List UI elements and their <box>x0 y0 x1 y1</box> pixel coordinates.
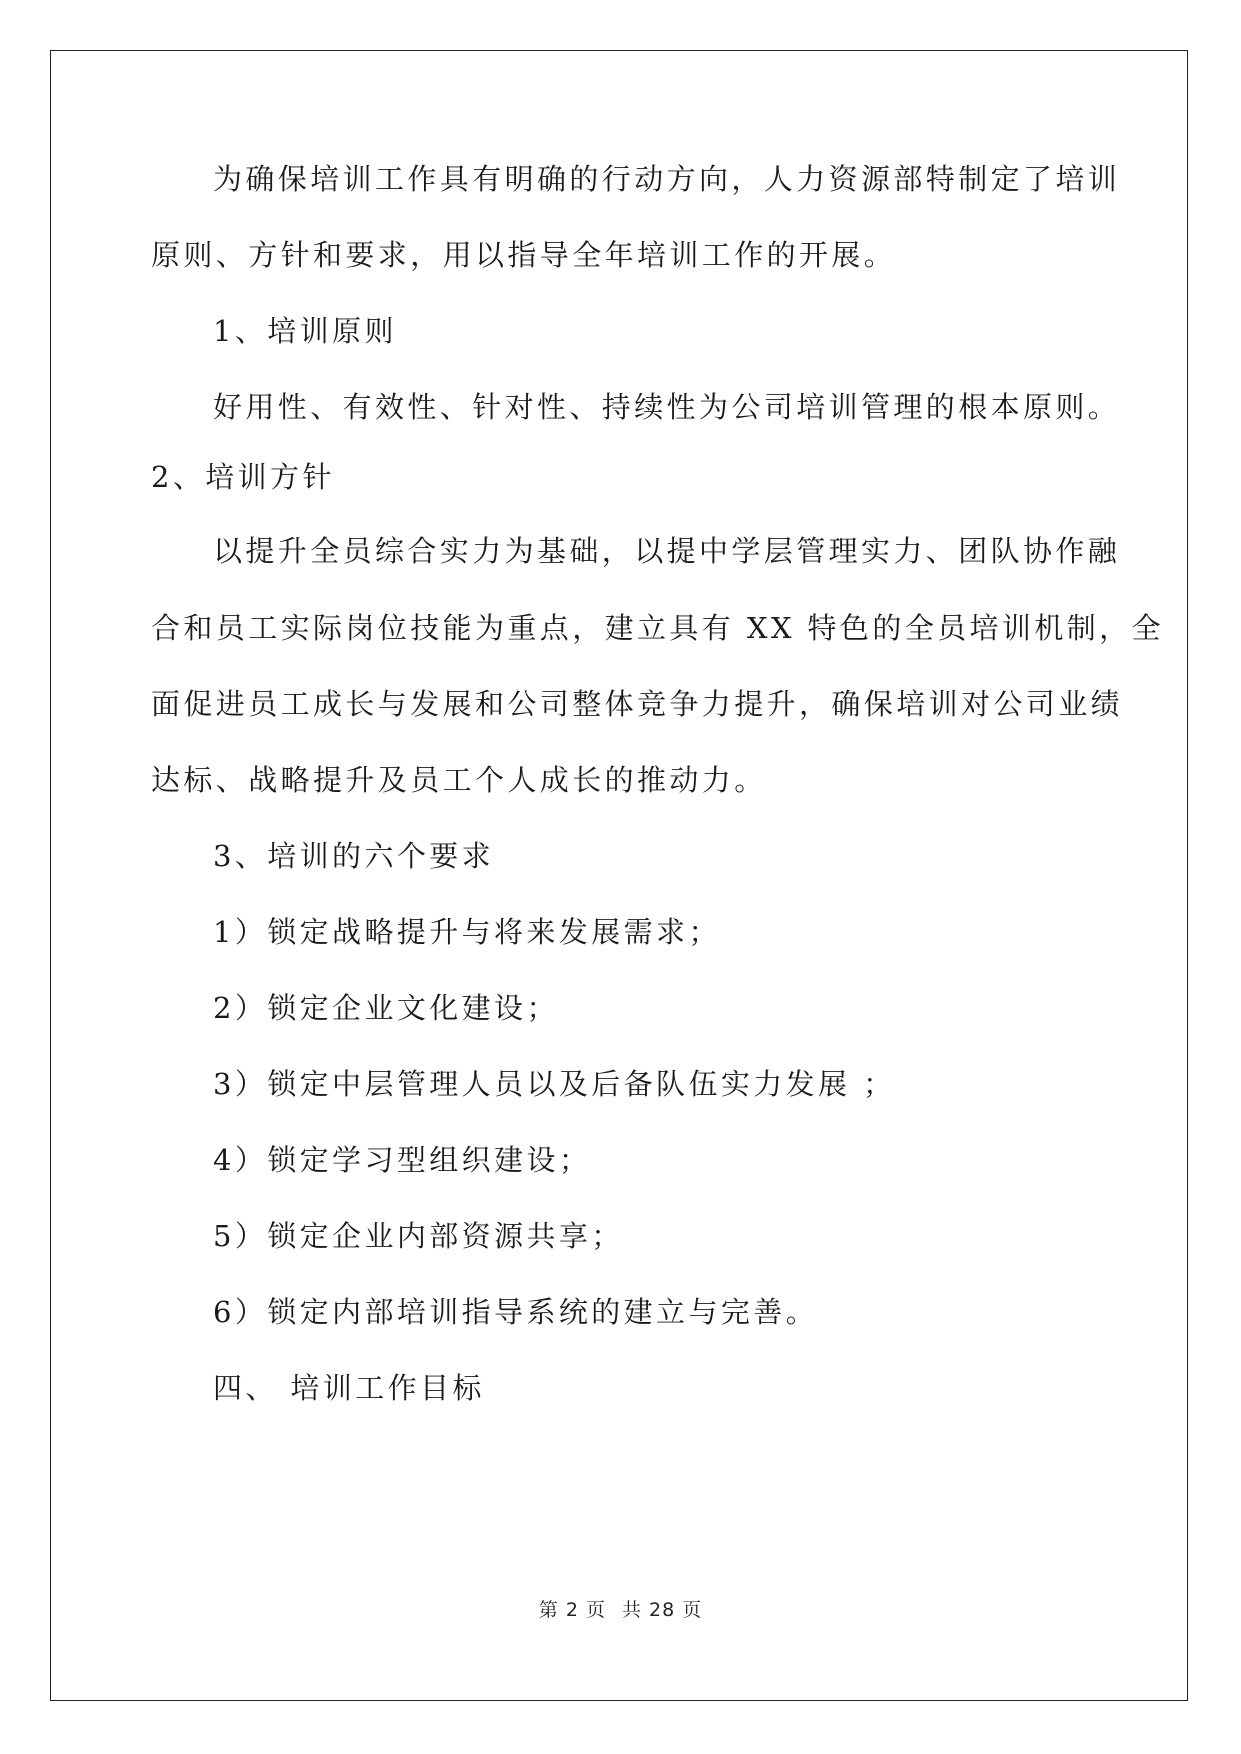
paragraph-policy-line-2: 合和员工实际岗位技能为重点，建立具有 XX 特色的全员培训机制，全 <box>151 611 1164 645</box>
heading-training-principles: 1、培训原则 <box>213 314 397 348</box>
requirement-item-3: 3）锁定中层管理人员以及后备队伍实力发展 ； <box>213 1067 896 1101</box>
paragraph-policy-line-4: 达标、战略提升及员工个人成长的推动力。 <box>151 763 767 797</box>
current-page-label: 第 2 页 <box>538 1599 606 1621</box>
paragraph-intro-line-2: 原则、方针和要求，用以指导全年培训工作的开展。 <box>151 238 897 272</box>
heading-six-requirements: 3、培训的六个要求 <box>213 839 495 873</box>
paragraph-principles: 好用性、有效性、针对性、持续性为公司培训管理的根本原则。 <box>213 390 1121 424</box>
requirement-item-6: 6）锁定内部培训指导系统的建立与完善。 <box>213 1295 819 1329</box>
total-pages-label: 共 28 页 <box>621 1599 703 1621</box>
requirement-item-4: 4）锁定学习型组织建设； <box>213 1143 592 1177</box>
heading-training-policy: 2、培训方针 <box>151 460 335 494</box>
heading-training-goals: 四、 培训工作目标 <box>213 1371 485 1405</box>
paragraph-policy-line-1: 以提升全员综合实力为基础，以提中学层管理实力、团队协作融 <box>213 534 1121 568</box>
requirement-item-1: 1）锁定战略提升与将来发展需求； <box>213 915 721 949</box>
requirement-item-5: 5）锁定企业内部资源共享； <box>213 1219 624 1253</box>
paragraph-policy-line-3: 面促进员工成长与发展和公司整体竞争力提升，确保培训对公司业绩 <box>151 687 1124 721</box>
page-footer <box>0 1595 1241 1622</box>
paragraph-intro-line-1: 为确保培训工作具有明确的行动方向，人力资源部特制定了培训 <box>213 162 1121 196</box>
requirement-item-2: 2）锁定企业文化建设； <box>213 991 559 1025</box>
